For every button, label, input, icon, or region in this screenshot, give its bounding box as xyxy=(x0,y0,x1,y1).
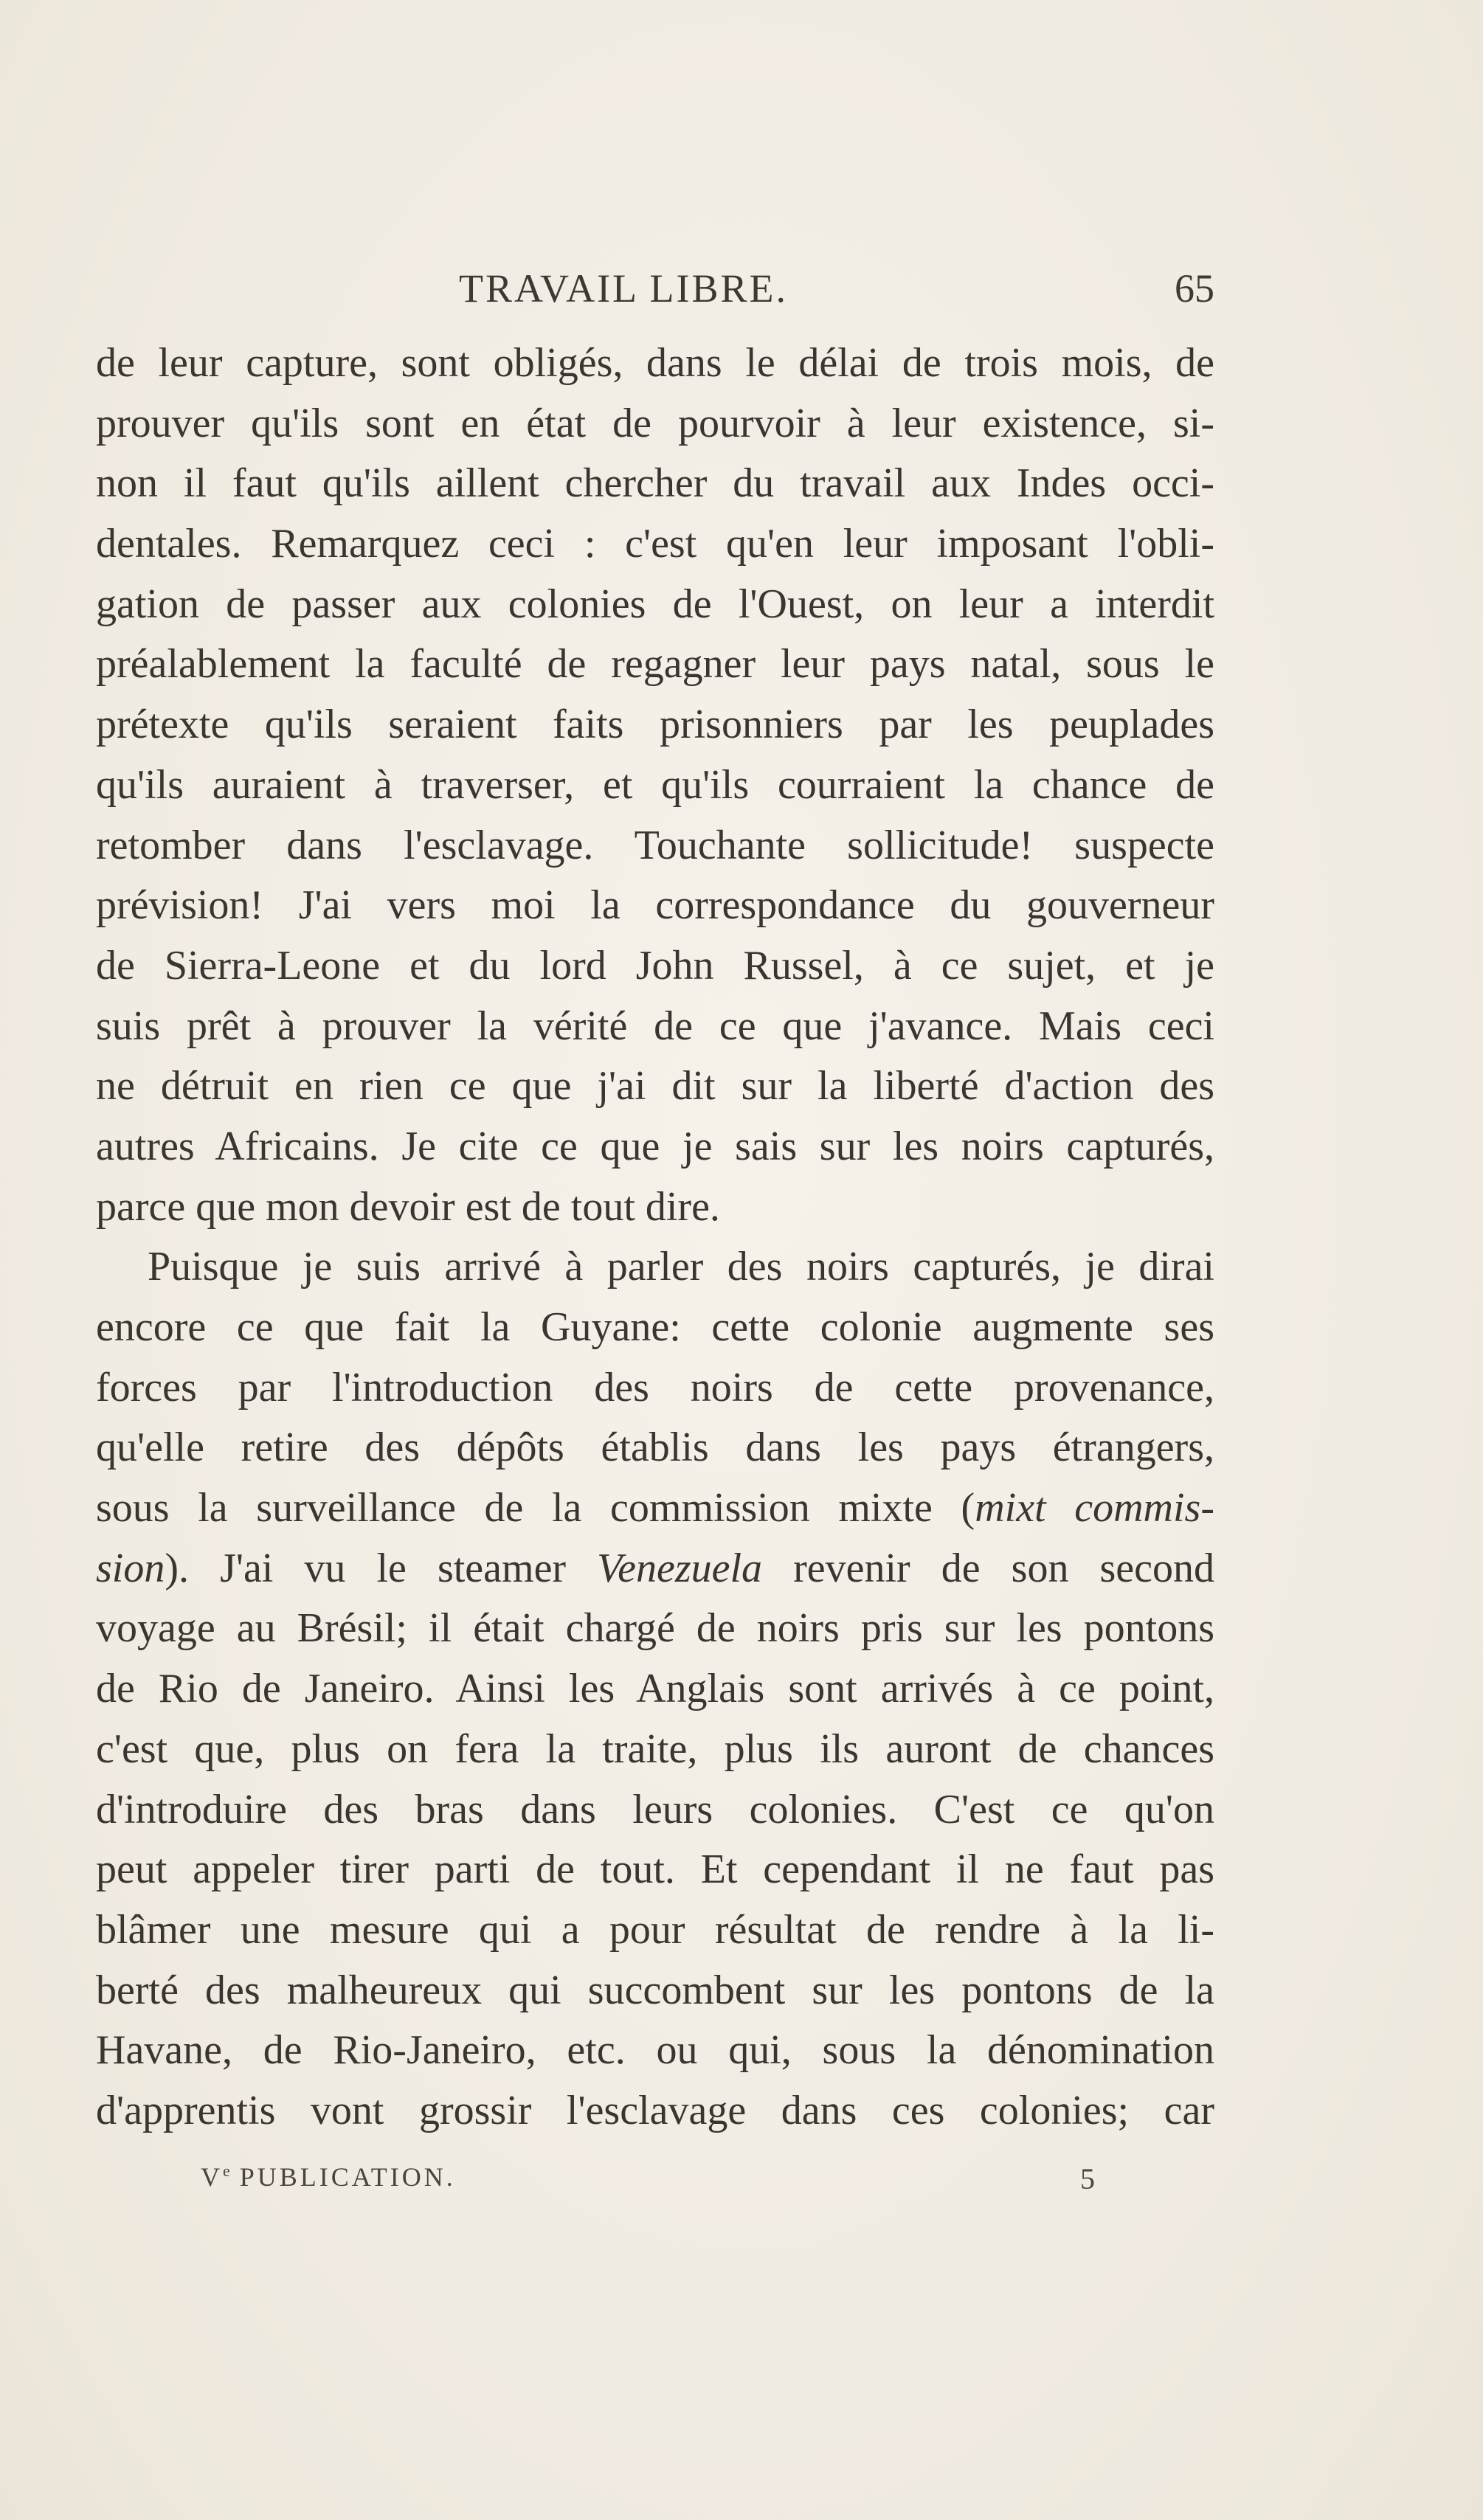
italic-run: mixt commis- xyxy=(975,1485,1215,1531)
text-line: berté des malheureux qui succombent sur les pontons de la xyxy=(96,1967,1214,2013)
text-line: préalablement la faculté de regagner leur pays natal, sous le xyxy=(96,641,1214,688)
text-line: parce que mon devoir est de tout dire. xyxy=(96,1183,720,1230)
text-line: prétexte qu'ils seraient faits prisonniers par les peuplades xyxy=(96,702,1214,748)
text-line: encore ce que fait la Guyane: cette colonie augmente ses xyxy=(96,1304,1214,1350)
italic-run: Venezuela xyxy=(597,1545,763,1591)
signature-text: PUBLICATION. xyxy=(229,2162,456,2192)
signature-prefix: V xyxy=(201,2162,223,2192)
signature-line xyxy=(201,2161,1095,2206)
text-line: autres Africains. Je cite ce que je sais sur les noirs capturés, xyxy=(96,1123,1214,1169)
body-text xyxy=(96,333,1214,2142)
text-line: dentales. Remarquez ceci : c'est qu'en leur imposant l'obli- xyxy=(96,521,1214,567)
signature-number: 5 xyxy=(1080,2162,1095,2195)
running-title: TRAVAIL LIBRE. xyxy=(459,266,789,311)
italic-run: sion xyxy=(96,1545,165,1591)
text-line: qu'ils auraient à traverser, et qu'ils courraient la chance de xyxy=(96,761,1214,808)
text-line: ne détruit en rien ce que j'ai dit sur la liberté d'action des xyxy=(96,1063,1214,1110)
text-line: prouver qu'ils sont en état de pourvoir à leur existence, si- xyxy=(96,400,1214,446)
text-run: revenir de son second xyxy=(762,1545,1215,1591)
text-line: retomber dans l'esclavage. Touchante sollicitude! suspecte xyxy=(96,822,1214,868)
running-head xyxy=(459,266,1214,317)
text-line: de Rio de Janeiro. Ainsi les Anglais sont arrivés à ce point, xyxy=(96,1666,1214,1712)
page-number: 65 xyxy=(1175,266,1214,311)
text-line: Puisque je suis arrivé à parler des noirs capturés, je dirai xyxy=(148,1244,1214,1290)
text-line: blâmer une mesure qui a pour résultat de rendre à la li- xyxy=(96,1906,1214,1953)
text-line: gation de passer aux colonies de l'Ouest, on leur a interdit xyxy=(96,581,1214,627)
text-line: Havane, de Rio-Janeiro, etc. ou qui, sous la dénomination xyxy=(96,2027,1214,2074)
text-line: de Sierra-Leone et du lord John Russel, à ce sujet, et je xyxy=(96,942,1214,989)
text-line: prévision! J'ai vers moi la correspondance du gouverneur xyxy=(96,882,1214,929)
text-line xyxy=(96,1478,1214,1539)
text-line: peut appeler tirer parti de tout. Et cependant il ne faut pas xyxy=(96,1846,1214,1893)
text-run: ). J'ai vu le steamer xyxy=(165,1545,598,1591)
text-line: forces par l'introduction des noirs de cette provenance, xyxy=(96,1364,1214,1410)
text-line: de leur capture, sont obligés, dans le délai de trois mois, de xyxy=(96,340,1214,386)
text-line: non il faut qu'ils aillent chercher du travail aux Indes occi- xyxy=(96,460,1214,507)
text-line: voyage au Brésil; il était chargé de noirs pris sur les pontons xyxy=(96,1605,1214,1652)
text-line: d'introduire des bras dans leurs colonies. C'est ce qu'on xyxy=(96,1786,1214,1832)
text-line: d'apprentis vont grossir l'esclavage dans ces colonies; car xyxy=(96,2087,1214,2133)
text-line: qu'elle retire des dépôts établis dans les pays étrangers, xyxy=(96,1425,1214,1471)
text-line xyxy=(96,1539,1214,1599)
text-run: sous la surveillance de la commission mixte ( xyxy=(96,1485,975,1531)
text-line: suis prêt à prouver la vérité de ce que j'avance. Mais ceci xyxy=(96,1003,1214,1049)
signature-sup: e xyxy=(223,2161,230,2180)
signature-label xyxy=(201,2161,456,2192)
text-line: c'est que, plus on fera la traite, plus ils auront de chances xyxy=(96,1725,1214,1772)
